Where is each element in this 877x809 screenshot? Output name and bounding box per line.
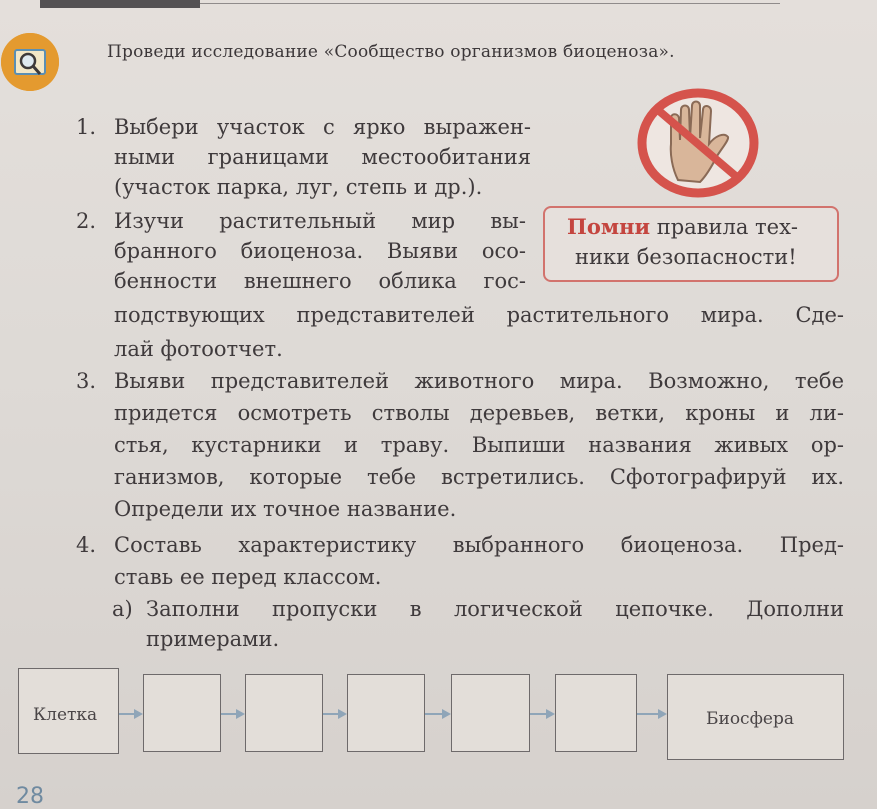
chain-arrow-6 <box>637 709 667 719</box>
chain-arrow-1 <box>119 709 143 719</box>
chain-first-label: Клетка <box>33 705 98 725</box>
task-4a-line-1: Заполни пропуски в логической цепочке. Дополни <box>146 597 844 621</box>
research-magnifier-icon <box>1 33 59 91</box>
chain-arrow-4 <box>425 709 451 719</box>
chain-arrow-3 <box>323 709 347 719</box>
task-2-line-4: подствующих представителей растительного мира. Сде- <box>114 303 844 327</box>
task-1-line-1: Выбери участок с ярко выражен- <box>114 115 531 139</box>
task-3-line-1: Выяви представителей животного мира. Возможно, тебе <box>114 369 844 393</box>
safety-line-1-rest: правила тех- <box>650 215 799 239</box>
task-2-line-5: лай фотоотчет. <box>114 337 283 361</box>
safety-line-1 <box>567 212 798 242</box>
task-3-line-5: Определи их точное название. <box>114 497 457 521</box>
safety-accent-word: Помни <box>567 214 651 239</box>
task-1-line-3: (участок парка, луг, степь и др.). <box>114 175 483 199</box>
chain-blank-box-5[interactable] <box>555 674 637 752</box>
task-4a-line-2: примерами. <box>146 627 280 651</box>
task-4-line-1: Составь характеристику выбранного биоценоза. Пред- <box>114 533 844 557</box>
chain-arrow-2 <box>221 709 245 719</box>
task-2-number: 2. <box>76 209 97 233</box>
task-3-line-2: придется осмотреть стволы деревьев, ветки, кроны и ли- <box>114 401 844 425</box>
chain-blank-box-2[interactable] <box>245 674 323 752</box>
safety-reminder-box <box>543 206 839 282</box>
top-divider <box>200 3 780 4</box>
chain-arrow-5 <box>530 709 555 719</box>
chain-blank-box-4[interactable] <box>451 674 530 752</box>
safety-line-2: ники безопасности! <box>575 245 797 269</box>
task-2-line-2: бранного биоценоза. Выяви осо- <box>114 239 526 263</box>
chain-blank-box-3[interactable] <box>347 674 425 752</box>
task-4-line-2: ставь ее перед классом. <box>114 565 382 589</box>
chain-blank-box-1[interactable] <box>143 674 221 752</box>
task-4a-letter: а) <box>112 597 133 621</box>
task-1-line-2: ными границами местообитания <box>114 145 531 169</box>
chain-box-first <box>18 668 119 754</box>
task-4-number: 4. <box>76 533 97 557</box>
chain-last-label: Биосфера <box>706 709 794 729</box>
chain-box-last <box>667 674 844 760</box>
task-2-line-3: бенности внешнего облика гос- <box>114 269 526 293</box>
task-1-number: 1. <box>76 115 97 139</box>
task-3-line-3: стья, кустарники и траву. Выпиши названия живых ор- <box>114 433 844 457</box>
task-3-line-4: ганизмов, которые тебе встретились. Сфотографируй их. <box>114 465 844 489</box>
page-number: 28 <box>16 784 44 809</box>
task-title: Проведи исследование «Сообщество организмов биоценоза». <box>107 42 675 62</box>
stop-hand-icon <box>636 88 760 198</box>
top-strip <box>40 0 200 8</box>
task-2-line-1: Изучи растительный мир вы- <box>114 209 526 233</box>
task-3-number: 3. <box>76 369 97 393</box>
